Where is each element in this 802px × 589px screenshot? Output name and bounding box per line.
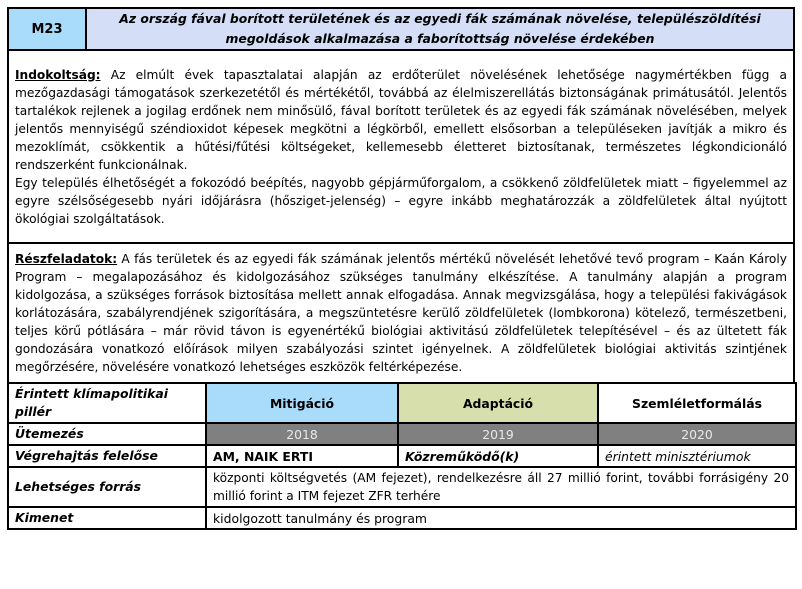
- justification-section: [8, 50, 794, 243]
- schedule-year-2018: 2018: [206, 423, 398, 445]
- contributor-value: érintett minisztériumok: [598, 445, 796, 467]
- subtasks-text: A fás területek és az egyedi fák számának jelentős mértékű növelését lehetővé tevő program – Kaán Károly Program – megalapozásához és kidolgozásához szükséges tanulmány elkészítése. A tanulmány alapján a program kidolgozása, a szükséges források biztosítása mellett annak elfogadása. Annak megvizsgálása, hogy a települési fakivágások korlátozására, szabályrendjének szigorítására, a megszüntetésre kerülő zöldfelületek (lombkorona) kötelező, természetbeni, teljes körű pótlására – már rövid távon is egyenértékű biológiai aktivitású zöldfelületek telepítésével – és az ültetett fák gondozására vonatkozó előírások milyen szabályozási szintet igényelnek. A zöldfelületek biológiai aktivitás szintjének megőrzésére, növelésére vonatkozó lehetséges eszközök feltérképezése.: [15, 252, 787, 374]
- schedule-row: [8, 423, 796, 445]
- responsible-label: Végrehajtás felelőse: [8, 445, 206, 467]
- source-row: [8, 467, 796, 507]
- responsible-value: AM, NAIK ERTI: [206, 445, 398, 467]
- measure-sheet: [7, 7, 795, 530]
- measure-header-table: [7, 7, 795, 51]
- output-row: [8, 507, 796, 529]
- schedule-year-2019: 2019: [398, 423, 598, 445]
- schedule-label: Ütemezés: [8, 423, 206, 445]
- schedule-year-2020: 2020: [598, 423, 796, 445]
- pillar-awareness: Szemléletformálás: [598, 383, 796, 423]
- source-label: Lehetséges forrás: [8, 467, 206, 507]
- details-table: [7, 382, 797, 530]
- justification-table: [7, 49, 795, 244]
- contributor-label: Közreműködő(k): [398, 445, 598, 467]
- output-value: kidolgozott tanulmány és program: [206, 507, 796, 529]
- measure-code: M23: [8, 8, 86, 50]
- pillar-adaptation: Adaptáció: [398, 383, 598, 423]
- pillar-label: Érintett klímapolitikai pillér: [8, 383, 206, 423]
- pillar-mitigation: Mitigáció: [206, 383, 398, 423]
- justification-paragraph-2: Egy település élhetőségét a fokozódó beépítés, nagyobb gépjárműforgalom, a csökkenő zöldfelületek miatt – figyelemmel az egyre szélsőségesebb nyári időjárásra (hősziget-jelenség) – egyre inkább meghatározzák a zöldfelületek által nyújtott ökológiai szolgáltatások.: [15, 175, 787, 226]
- subtasks-table: [7, 242, 795, 384]
- subtasks-heading: Részfeladatok:: [15, 252, 118, 266]
- justification-text-1: Az elmúlt évek tapasztalatai alapján az erdőterület növelésének lehetősége nagymértékben függ a mezőgazdasági támogatások szerkezetétől és mértékétől, továbbá az élelmiszerellátás biztonságának primátusától. Jelentős tartalékok rejlenek a jogilag erdőnek nem minősülő, fával borított területek és az egyedi fák számának növelésében, melyek jelentős mennyiségű széndioxidot képesek megkötni a légkörből, emellett elsősorban a településeken javítják a mikro és mezoklímát, csökkentik a hűtési/fűtési költségeket, kellemesebb életteret biztosítanak, természetes légkondicionáló rendszerként funkcionálnak.: [15, 67, 788, 172]
- output-label: Kimenet: [8, 507, 206, 529]
- measure-title: Az ország fával borított területének és az egyedi fák számának növelése, települészöldítési megoldások alkalmazása a faborítottság növelése érdekében: [86, 8, 794, 50]
- justification-heading: Indokoltság:: [15, 67, 101, 82]
- subtasks-section: [8, 243, 794, 383]
- responsible-row: [8, 445, 796, 467]
- pillar-row: [8, 383, 796, 423]
- source-value: központi költségvetés (AM fejezet), rendelkezésre áll 27 millió forint, további forrásigény 20 millió forint a ITM fejezet ZFR terhére: [206, 467, 796, 507]
- justification-paragraph-1: [15, 66, 787, 174]
